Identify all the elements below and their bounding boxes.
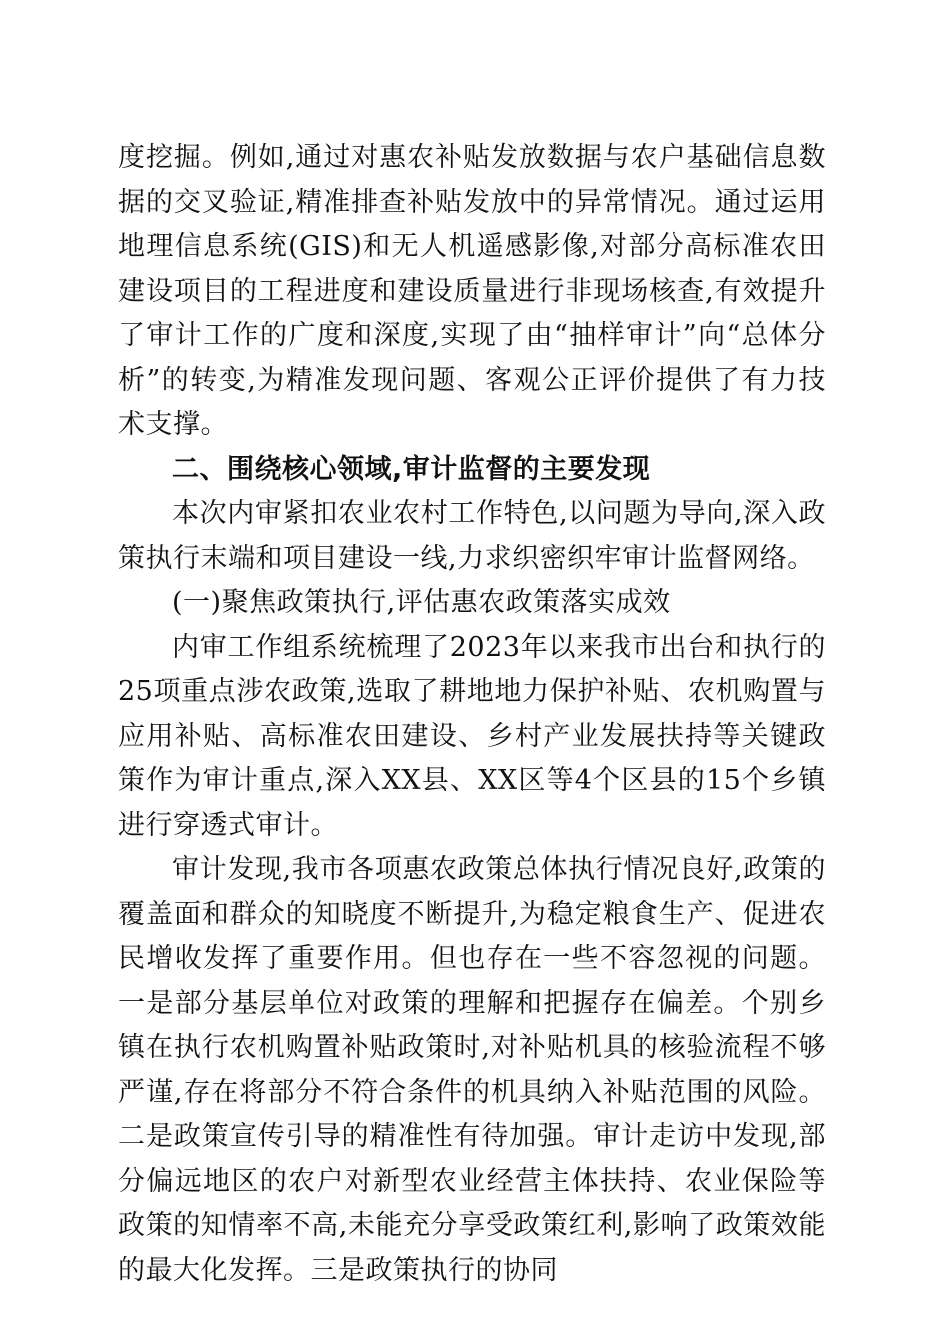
document-body xyxy=(118,136,826,1293)
paragraph: 内审工作组系统梳理了2023年以来我市出台和执行的25项重点涉农政策,选取了耕地地力保护补贴、农机购置与应用补贴、高标准农田建设、乡村产业发展扶持等关键政策作为审计重点,深入XX县、XX区等4个区县的15个乡镇进行穿透式审计。 xyxy=(118,631,826,841)
paragraph: 本次内审紧扣农业农村工作特色,以问题为导向,深入政策执行末端和项目建设一线,力求织密织牢审计监督网络。 xyxy=(118,498,826,574)
subsection-heading: (一)聚焦政策执行,评估惠农政策落实成效 xyxy=(172,587,671,618)
section-heading: 二、围绕核心领域,审计监督的主要发现 xyxy=(172,453,651,485)
paragraph: 审计发现,我市各项惠农政策总体执行情况良好,政策的覆盖面和群众的知晓度不断提升,为稳定粮食生产、促进农民增收发挥了重要作用。但也存在一些不容忽视的问题。一是部分基层单位对政策的理解和把握存在偏差。个别乡镇在执行农机购置补贴政策时,对补贴机具的核验流程不够严谨,存在将部分不符合条件的机具纳入补贴范围的风险。二是政策宣传引导的精准性有待加强。审计走访中发现,部分偏远地区的农户对新型农业经营主体扶持、农业保险等政策的知情率不高,未能充分享受政策红利,影响了政策效能的最大化发挥。三是政策执行的协同 xyxy=(118,854,826,1286)
paragraph-continued: 度挖掘。例如,通过对惠农补贴发放数据与农户基础信息数据的交叉验证,精准排查补贴发放中的异常情况。通过运用地理信息系统(GIS)和无人机遥感影像,对部分高标准农田建设项目的工程进度和建设质量进行非现场核查,有效提升了审计工作的广度和深度,实现了由“抽样审计”向“总体分析”的转变,为精准发现问题、客观公正评价提供了有力技术支撑。 xyxy=(118,142,826,440)
